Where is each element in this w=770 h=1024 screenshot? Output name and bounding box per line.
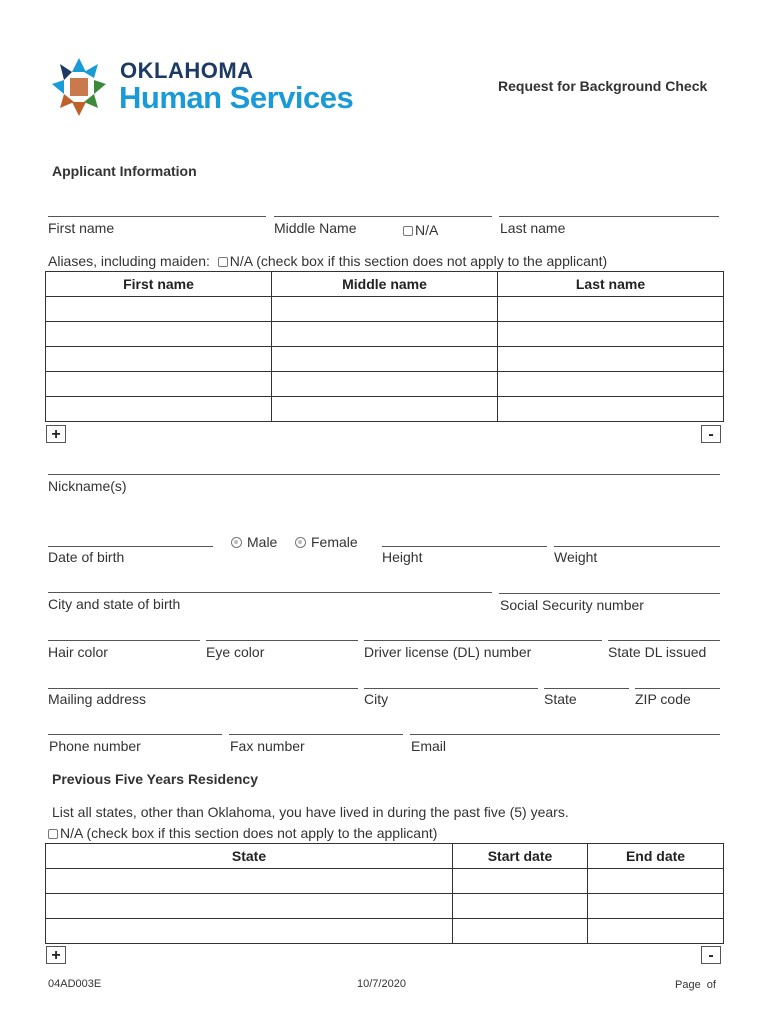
alias-cell[interactable] [46, 297, 272, 322]
residency-cell[interactable] [453, 919, 588, 944]
email-label: Email [411, 738, 447, 754]
applicant-section-title: Applicant Information [52, 163, 197, 179]
alias-cell[interactable] [272, 372, 498, 397]
alias-cell[interactable] [272, 322, 498, 347]
dl-state-field[interactable] [608, 640, 720, 641]
alias-header-last: Last name [498, 272, 724, 297]
alias-cell[interactable] [46, 397, 272, 422]
last-name-field[interactable] [499, 216, 719, 217]
weight-label: Weight [554, 549, 598, 565]
table-row [46, 919, 724, 944]
residency-instructions: List all states, other than Oklahoma, you have lived in during the past five (5) years. [52, 804, 569, 820]
alias-cell[interactable] [272, 397, 498, 422]
alias-remove-row-button[interactable]: - [701, 425, 721, 443]
footer-page: Page of [675, 979, 716, 991]
sex-male-option[interactable] [231, 534, 277, 550]
aliases-row [48, 253, 607, 269]
email-field[interactable] [410, 734, 720, 735]
aliases-na-checkbox[interactable] [218, 257, 228, 267]
alias-cell[interactable] [498, 297, 724, 322]
fax-field[interactable] [229, 734, 403, 735]
residency-cell[interactable] [588, 869, 724, 894]
residency-cell[interactable] [453, 869, 588, 894]
first-name-label: First name [48, 220, 115, 236]
residency-na-row [48, 825, 437, 841]
residency-na-checkbox[interactable] [48, 829, 58, 839]
height-label: Height [382, 549, 423, 565]
alias-cell[interactable] [498, 397, 724, 422]
logo-word-human-services: Human Services [119, 80, 354, 115]
state-field[interactable] [544, 688, 629, 689]
hair-color-field[interactable] [48, 640, 200, 641]
footer-form-code: 04AD003E [48, 978, 102, 990]
phone-field[interactable] [48, 734, 222, 735]
city-label: City [364, 691, 389, 707]
table-row [46, 347, 724, 372]
logo-word-oklahoma: OKLAHOMA [120, 58, 254, 83]
residency-cell[interactable] [588, 894, 724, 919]
ssn-label: Social Security number [500, 597, 644, 613]
residency-section-title: Previous Five Years Residency [52, 771, 258, 787]
alias-cell[interactable] [498, 322, 724, 347]
aliases-label: Aliases, including maiden: [48, 253, 210, 269]
height-field[interactable] [382, 546, 547, 547]
mailing-address-label: Mailing address [48, 691, 147, 707]
residency-remove-row-button[interactable]: - [701, 946, 721, 964]
first-name-field[interactable] [48, 216, 266, 217]
birth-city-state-field[interactable] [48, 592, 492, 593]
dl-number-label: Driver license (DL) number [364, 644, 532, 660]
middle-name-na-checkbox[interactable] [403, 226, 413, 236]
logo-mark-icon [46, 54, 112, 120]
table-row [46, 372, 724, 397]
residency-na-label: N/A (check box if this section does not apply to the applicant) [60, 825, 438, 841]
residency-header-start: Start date [453, 844, 588, 869]
birth-city-state-label: City and state of birth [48, 596, 181, 612]
alias-cell[interactable] [46, 322, 272, 347]
alias-table [45, 271, 724, 422]
female-radio[interactable] [295, 537, 306, 548]
alias-table-header [46, 272, 724, 297]
alias-cell[interactable] [46, 372, 272, 397]
alias-cell[interactable] [272, 297, 498, 322]
middle-name-na [403, 222, 438, 238]
dl-state-label: State DL issued [608, 644, 707, 660]
mailing-address-field[interactable] [48, 688, 358, 689]
last-name-label: Last name [500, 220, 566, 236]
hair-color-label: Hair color [48, 644, 108, 660]
fax-label: Fax number [230, 738, 305, 754]
alias-cell[interactable] [498, 347, 724, 372]
ssn-field[interactable] [499, 593, 720, 594]
alias-cell[interactable] [272, 347, 498, 372]
residency-cell[interactable] [46, 919, 453, 944]
dl-number-field[interactable] [364, 640, 602, 641]
residency-cell[interactable] [46, 894, 453, 919]
middle-name-label: Middle Name [274, 220, 357, 236]
middle-name-na-label: N/A [415, 222, 439, 238]
eye-color-field[interactable] [206, 640, 358, 641]
zip-label: ZIP code [635, 691, 691, 707]
residency-header-state: State [46, 844, 453, 869]
nickname-label: Nickname(s) [48, 478, 127, 494]
table-row [46, 297, 724, 322]
agency-logo [46, 54, 356, 120]
alias-add-row-button[interactable]: + [46, 425, 66, 443]
alias-cell[interactable] [46, 347, 272, 372]
residency-table-header [46, 844, 724, 869]
male-label: Male [247, 534, 278, 550]
city-field[interactable] [364, 688, 538, 689]
aliases-na-label: N/A (check box if this section does not apply to the applicant) [229, 253, 608, 269]
state-label: State [544, 691, 577, 707]
table-row [46, 397, 724, 422]
nickname-field[interactable] [48, 474, 720, 475]
residency-cell[interactable] [588, 919, 724, 944]
form-title: Request for Background Check [498, 78, 708, 94]
table-row [46, 869, 724, 894]
alias-header-middle: Middle name [272, 272, 498, 297]
table-row [46, 894, 724, 919]
weight-field[interactable] [554, 546, 720, 547]
zip-field[interactable] [635, 688, 720, 689]
dob-field[interactable] [48, 546, 213, 547]
dob-label: Date of birth [48, 549, 125, 565]
residency-add-row-button[interactable]: + [46, 946, 66, 964]
phone-label: Phone number [49, 738, 141, 754]
sex-female-option[interactable] [295, 534, 358, 550]
residency-cell[interactable] [46, 869, 453, 894]
middle-name-field[interactable] [274, 216, 492, 217]
footer-date: 10/7/2020 [357, 978, 406, 990]
eye-color-label: Eye color [206, 644, 265, 660]
table-row [46, 322, 724, 347]
residency-cell[interactable] [453, 894, 588, 919]
male-radio[interactable] [231, 537, 242, 548]
alias-cell[interactable] [498, 372, 724, 397]
alias-header-first: First name [46, 272, 272, 297]
female-label: Female [311, 534, 358, 550]
residency-header-end: End date [588, 844, 724, 869]
residency-table [45, 843, 724, 944]
